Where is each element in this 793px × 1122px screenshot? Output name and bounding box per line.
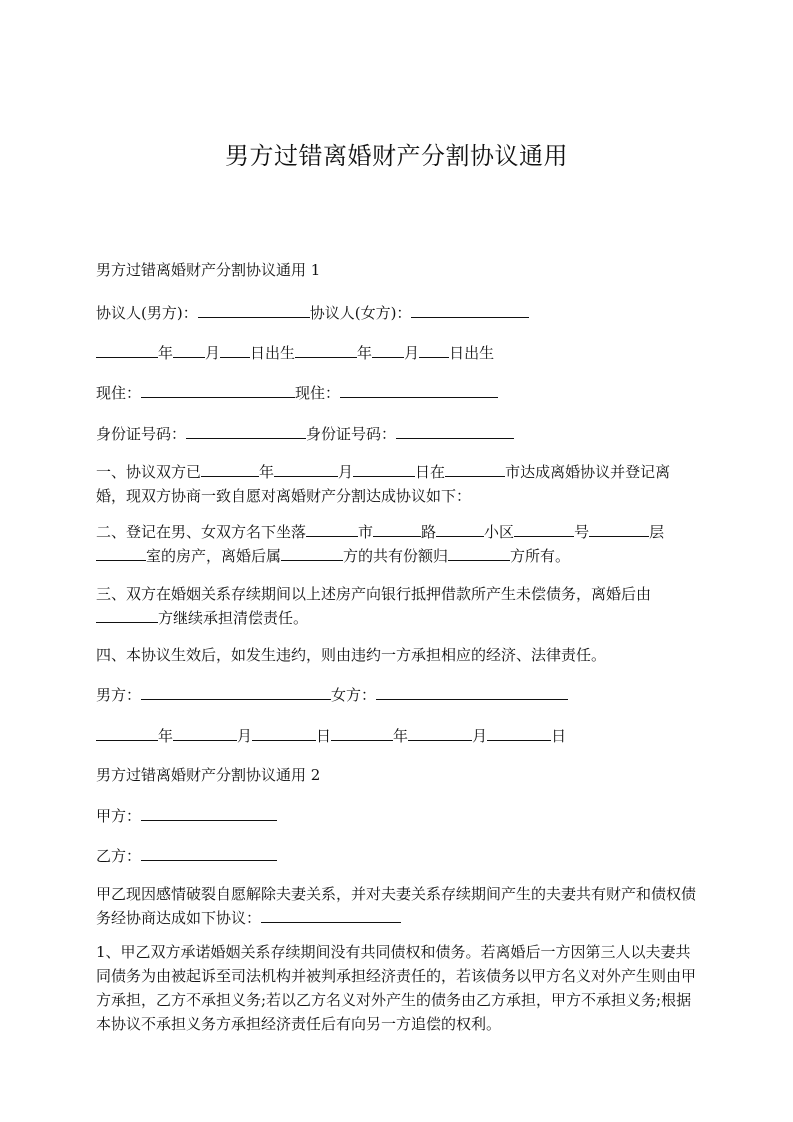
blank — [436, 522, 484, 537]
blank — [306, 522, 358, 537]
blank — [448, 546, 510, 561]
id-number-line — [96, 424, 514, 444]
clause-text: 一、协议双方已 — [96, 463, 202, 481]
year-label: 年 — [357, 344, 373, 362]
blank — [141, 383, 295, 398]
party-a-label: 甲方： — [96, 807, 142, 825]
born-label: 日出生 — [250, 344, 296, 362]
preamble-text: 甲乙现因感情破裂自愿解除夫妻关系，并对夫妻关系存续期间产生的夫妻共有财产和债权债务经协商达成如下协议： — [96, 885, 697, 927]
blank — [514, 522, 574, 537]
month-label: 月 — [237, 727, 253, 745]
blank — [376, 685, 568, 700]
party-b-line — [96, 846, 277, 866]
blank — [372, 343, 404, 358]
clause-1 — [96, 460, 696, 508]
signature-date-line — [96, 726, 566, 746]
clause-text: 方所有。 — [510, 547, 571, 565]
clause-3 — [96, 582, 696, 630]
year-label: 年 — [393, 727, 409, 745]
year-label: 年 — [158, 344, 174, 362]
clause-text: 方继续承担清偿责任。 — [158, 609, 309, 627]
clause-text: 号 — [574, 523, 590, 541]
year-label: 年 — [158, 727, 174, 745]
blank — [274, 462, 338, 477]
section-2-heading: 男方过错离婚财产分割协议通用 2 — [96, 766, 321, 784]
blank — [396, 424, 514, 439]
party-a-line — [96, 806, 277, 826]
blank — [340, 383, 498, 398]
blank — [589, 522, 625, 537]
month-label: 月 — [472, 727, 488, 745]
address-label: 现住： — [295, 384, 341, 402]
party-names-line — [96, 303, 529, 323]
party-female-blank — [411, 303, 529, 318]
birth-dates-line — [96, 343, 494, 363]
clause-text: 月 — [338, 463, 354, 481]
blank — [141, 806, 277, 821]
blank — [96, 608, 158, 623]
blank — [141, 685, 331, 700]
born-label: 日出生 — [449, 344, 495, 362]
signature-line — [96, 685, 568, 705]
day-label: 日 — [316, 727, 332, 745]
blank — [408, 726, 472, 741]
party-b-label: 乙方： — [96, 847, 142, 865]
blank — [220, 343, 250, 358]
address-line — [96, 383, 498, 403]
clause-text: 日在 — [415, 463, 446, 481]
clause-text: 三、双方在婚姻关系存续期间以上述房产向银行抵押借款所产生未偿债务，离婚后由 — [96, 585, 652, 603]
clause-text: 方的共有份额归 — [343, 547, 449, 565]
id-label: 身份证号码： — [306, 425, 397, 443]
blank — [96, 726, 158, 741]
clause-text: 小区 — [484, 523, 515, 541]
party-female-label: 协议人(女方)： — [309, 304, 412, 322]
blank — [295, 343, 357, 358]
blank — [281, 546, 343, 561]
blank — [625, 522, 649, 537]
month-label: 月 — [205, 344, 221, 362]
clause-text: 年 — [259, 463, 275, 481]
blank — [331, 726, 393, 741]
address-label: 现住： — [96, 384, 142, 402]
blank — [445, 462, 505, 477]
month-label: 月 — [404, 344, 420, 362]
blank — [419, 343, 449, 358]
blank — [353, 462, 415, 477]
clause-text: 路 — [421, 523, 437, 541]
clause-text: 室的房产，离婚后属 — [146, 547, 282, 565]
party-male-label: 协议人(男方)： — [96, 304, 198, 322]
day-label: 日 — [551, 727, 567, 745]
blank — [96, 546, 146, 561]
man-label: 男方： — [96, 686, 142, 704]
clause-text: 市达成离婚协议并登记离婚，现双方协商一致自愿对离婚财产分割达成协议如下： — [96, 463, 671, 505]
blank — [487, 726, 551, 741]
clause-text: 层 — [649, 523, 665, 541]
blank — [96, 343, 158, 358]
blank — [261, 908, 401, 923]
clause-4: 四、本协议生效后，如发生违约，则由违约一方承担相应的经济、法律责任。 — [96, 646, 607, 664]
section-1-heading: 男方过错离婚财产分割协议通用 1 — [96, 261, 321, 279]
blank — [173, 343, 205, 358]
blank — [186, 424, 306, 439]
woman-label: 女方： — [331, 686, 377, 704]
id-label: 身份证号码： — [96, 425, 187, 443]
blank — [373, 522, 421, 537]
blank — [173, 726, 237, 741]
clause-text: 市 — [358, 523, 374, 541]
blank — [141, 846, 277, 861]
clause-text: 二、登记在男、女双方名下坐落 — [96, 523, 307, 541]
party-male-blank — [198, 303, 310, 318]
blank — [201, 462, 259, 477]
preamble-paragraph — [96, 882, 696, 930]
clause-2 — [96, 520, 696, 568]
document-title: 男方过错离婚财产分割协议通用 — [225, 142, 568, 170]
blank — [252, 726, 316, 741]
clause-debt: 1、甲乙双方承诺婚姻关系存续期间没有共同债权和债务。若离婚后一方因第三人以夫妻共同债务为由被起诉至司法机构并被判承担经济责任的，若该债务以甲方名义对外产生则由甲方承担，乙方不承担义务;若以乙方名义对外产生的债务由乙方承担，甲方不承担义务;根据本协议不承担义务方承担经济责任后有向另一方追偿的权利。 — [96, 943, 697, 1033]
